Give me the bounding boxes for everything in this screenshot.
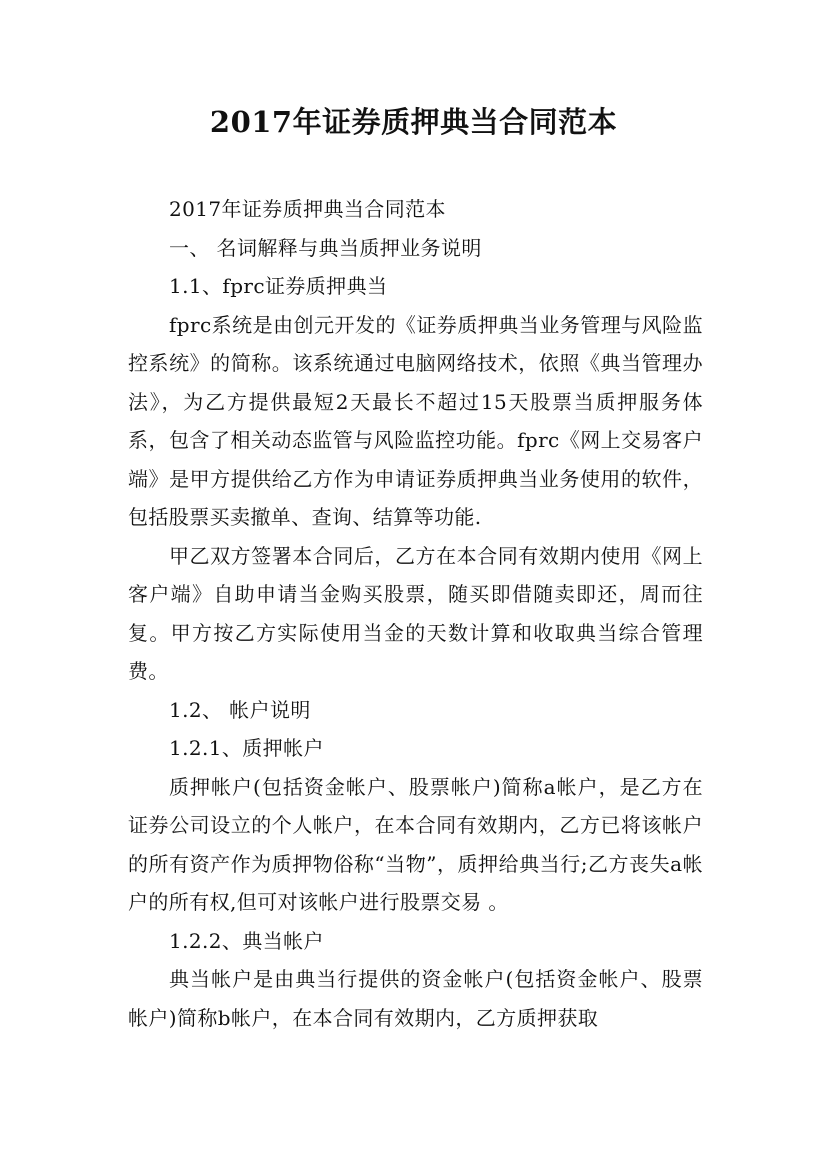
paragraph-pledge-account: 质押帐户(包括资金帐户、股票帐户)简称a帐户，是乙方在证券公司设立的个人帐户，在本合同有效期内，乙方已将该帐户的所有资产作为质押物俗称“当物”，质押给典当行;乙方丧失a帐户的所有权,但可对该帐户进行股票交易 。: [128, 774, 703, 914]
paragraph-section-1-1-heading: 1.1、fprc证券质押典当: [169, 274, 388, 298]
paragraph-section-1-2-heading: 1.2、 帐户说明: [169, 697, 311, 722]
paragraph-section-1-heading: 一、 名词解释与典当质押业务说明: [169, 235, 482, 260]
document-title: 2017年证券质押典当合同范本: [209, 105, 618, 139]
paragraph-agreement-usage: 甲乙双方签署本合同后，乙方在本合同有效期内使用《网上客户端》自助申请当金购买股票，随买即借随卖即还，周而往复。甲方按乙方实际使用当金的天数计算和收取典当综合管理费。: [128, 543, 703, 683]
paragraph-section-1-2-2-heading: 1.2.2、典当帐户: [169, 928, 324, 953]
paragraph-pawn-account: 典当帐户是由典当行提供的资金帐户(包括资金帐户、股票帐户)简称b帐户，在本合同有效期内，乙方质押获取: [128, 967, 703, 1030]
paragraph-section-1-2-1-heading: 1.2.1、质押帐户: [169, 736, 324, 760]
document-body: [128, 190, 703, 1037]
paragraph-subtitle: 2017年证券质押典当合同范本: [169, 197, 446, 221]
paragraph-fprc-description: fprc系统是由创元开发的《证券质押典当业务管理与风险监控系统》的简称。该系统通过电脑网络技术，依照《典当管理办法》，为乙方提供最短2天最长不超过15天股票当质押服务体系，包含了相关动态监管与风险监控功能。fprc《网上交易客户端》是甲方提供给乙方作为申请证券质押典当业务使用的软件，包括股票买卖撤单、查询、结算等功能.: [128, 312, 703, 529]
